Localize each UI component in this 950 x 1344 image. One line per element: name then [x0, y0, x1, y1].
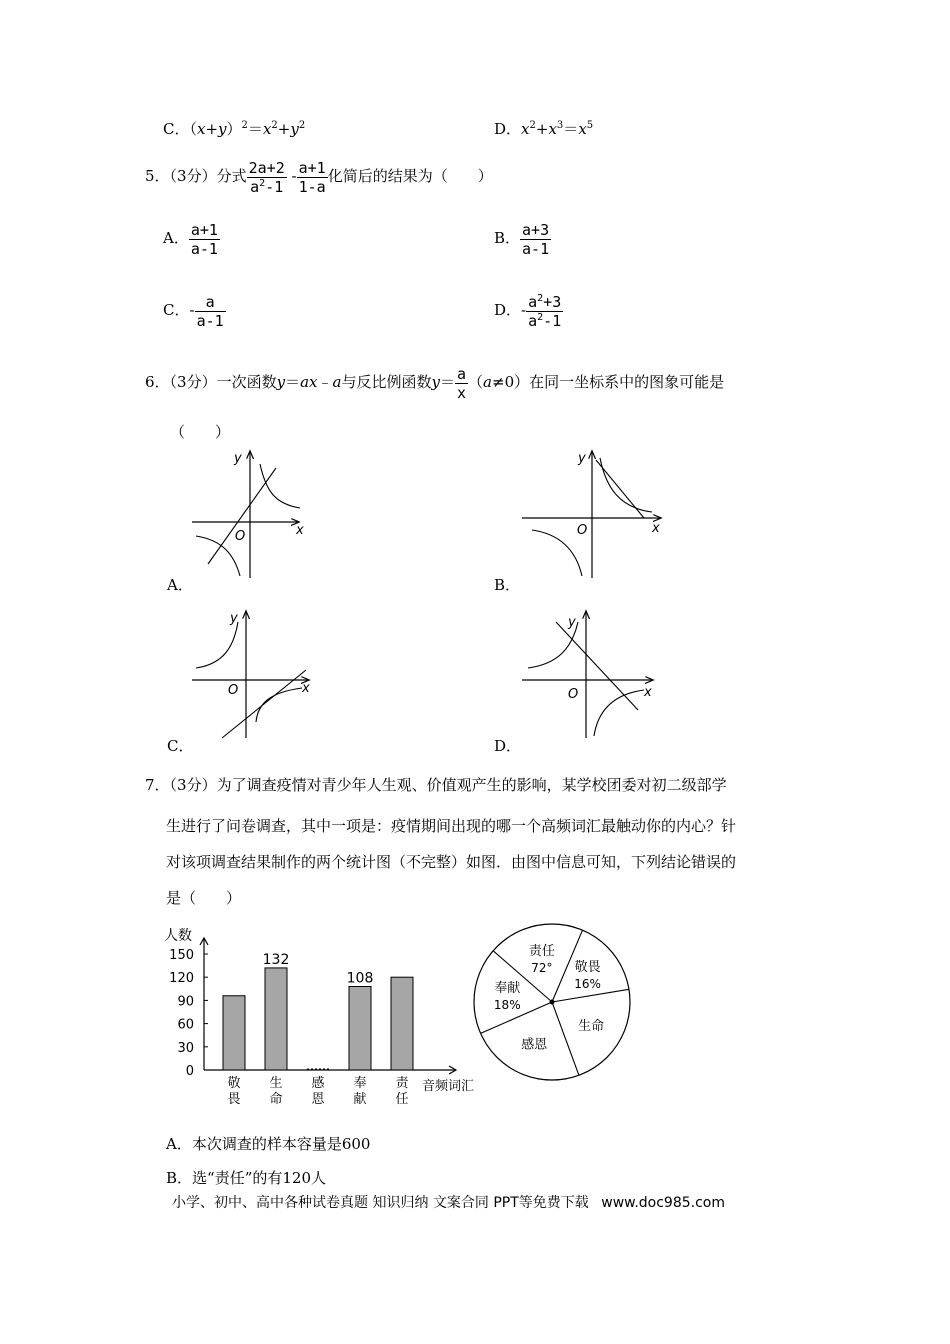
bar-y-tick-label: 0 — [185, 1064, 194, 1079]
q7-line-2: 生进行了问卷调查，其中一项是：疫情期间出现的哪一个高频词汇最触动你的内心？针 — [166, 817, 737, 835]
q6-label-a: A． — [167, 576, 193, 594]
q6a-origin: O — [235, 529, 246, 544]
q6a-x-label: x — [296, 523, 304, 538]
pie-slice-note: 72° — [531, 960, 553, 975]
q6-graph-b — [520, 446, 670, 581]
bar-y-tick-label: 120 — [169, 971, 194, 987]
bar-category-label: 奉 — [353, 1076, 367, 1091]
q6d-y-label: y — [568, 615, 576, 630]
q7-option-a: A．本次调查的样本容量是600 — [166, 1135, 371, 1153]
q5-option-d: D．- $\frac{a^2+3}{a^2-1}$ — [494, 292, 562, 330]
bar-category-label: 畏 — [227, 1092, 241, 1107]
bar-y-label: 人数 — [164, 928, 192, 944]
q6-label-d: D． — [494, 737, 522, 755]
pie-slice-note: 16% — [574, 977, 601, 992]
bar-敬畏 — [223, 996, 245, 1070]
q4-option-d: D．$x^2+x^3=x^5$ — [494, 120, 594, 138]
bar-y-tick-label: 150 — [169, 948, 194, 963]
bar-y-tick-label: 30 — [177, 1040, 194, 1056]
pie-slice-label: 责任 — [528, 943, 555, 959]
q6-graph-c — [190, 606, 320, 741]
bar-category-label: 任 — [395, 1092, 409, 1107]
q5-fraction-2: $\frac{a+1}{1-a}$ — [298, 158, 326, 196]
pie-slice-label: 感恩 — [521, 1037, 548, 1053]
q5-fraction-1: $\frac{2a+2}{a^2-1}$ — [248, 158, 285, 196]
bar-生命 — [265, 968, 287, 1070]
q5-stem: 5．（3分）分式 $\frac{2a+2}{a^2-1}$ - $\frac{a+1}{1-a}$ 化简后的结果为（ ） — [145, 158, 493, 196]
q5-option-a: A． $\frac{a+1}{a-1}$ — [163, 220, 218, 258]
q7-option-b: B．选“责任”的有120人 — [166, 1169, 326, 1187]
q6-label-b: B． — [494, 576, 521, 594]
q6c-x-label: x — [302, 681, 310, 696]
q7-line-3: 对该项调查结果制作的两个统计图（不完整）如图．由图中信息可知，下列结论错误的 — [166, 853, 737, 871]
q6c-origin: O — [228, 683, 239, 698]
pie-slice-label: 生命 — [578, 1018, 605, 1034]
bar-data-label: 108 — [346, 970, 374, 987]
q6d-x-label: x — [644, 685, 652, 700]
q6b-y-label: y — [578, 451, 586, 466]
q7-pie-chart — [468, 918, 638, 1088]
q6b-x-label: x — [652, 521, 660, 536]
bar-category-label: 感 — [311, 1076, 325, 1091]
bar-y-tick-label: 60 — [177, 1017, 194, 1033]
bar-category-label: 生 — [269, 1076, 283, 1091]
q6b-origin: O — [577, 523, 588, 538]
q4-option-c: C．$(x+y)^2=x^2+y^2$ — [163, 120, 306, 138]
pie-slice-label: 奉献 — [494, 981, 521, 997]
bar-category-label: 责 — [395, 1076, 409, 1091]
q6c-y-label: y — [230, 611, 238, 626]
q6d-origin: O — [568, 687, 579, 702]
q6-graph-d — [520, 606, 660, 741]
pie-slice-note: 18% — [493, 998, 521, 1013]
footer — [172, 1192, 725, 1212]
bar-x-label: 音频词汇 — [422, 1079, 475, 1094]
q5-option-b: B． $\frac{a+3}{a-1}$ — [494, 220, 550, 258]
q6-label-c: C． — [167, 737, 194, 755]
pie-slice-label: 敬畏 — [574, 960, 601, 976]
footer-text: 小学、初中、高中各种试卷真题 知识归纳 文案合同 PPT等免费下载 — [172, 1195, 589, 1211]
bar-category-label: 命 — [269, 1092, 283, 1107]
footer-site-link[interactable]: www.doc985.com — [601, 1195, 725, 1211]
bar-奉献 — [349, 986, 371, 1070]
q6-stem: 6．（3分）一次函数y＝ax﹣a与反比例函数y＝ $\frac{a}{x}$ （a≠0）在同一坐标系中的图象可能是 — [145, 364, 725, 402]
q6-graph-a — [190, 446, 310, 581]
bar-data-label: 132 — [262, 951, 290, 968]
q7-bar-chart — [160, 920, 490, 1120]
q7-line-1: 7．（3分）为了调查疫情对青少年人生观、价值观产生的影响，某学校团委对初二级部学 — [145, 776, 727, 794]
q6a-y-label: y — [234, 451, 242, 466]
bar-责任 — [391, 977, 413, 1070]
q6-paren: （ ） — [170, 423, 231, 441]
pie-center — [550, 1000, 555, 1005]
bar-category-label: 恩 — [311, 1092, 325, 1107]
q7-line-4: 是（ ） — [166, 889, 242, 907]
bar-y-tick-label: 90 — [177, 994, 194, 1010]
bar-category-label: 献 — [353, 1092, 367, 1107]
bar-category-label: 敬 — [227, 1076, 241, 1091]
q5-option-c: C．- $\frac{a}{a-1}$ — [163, 292, 224, 330]
